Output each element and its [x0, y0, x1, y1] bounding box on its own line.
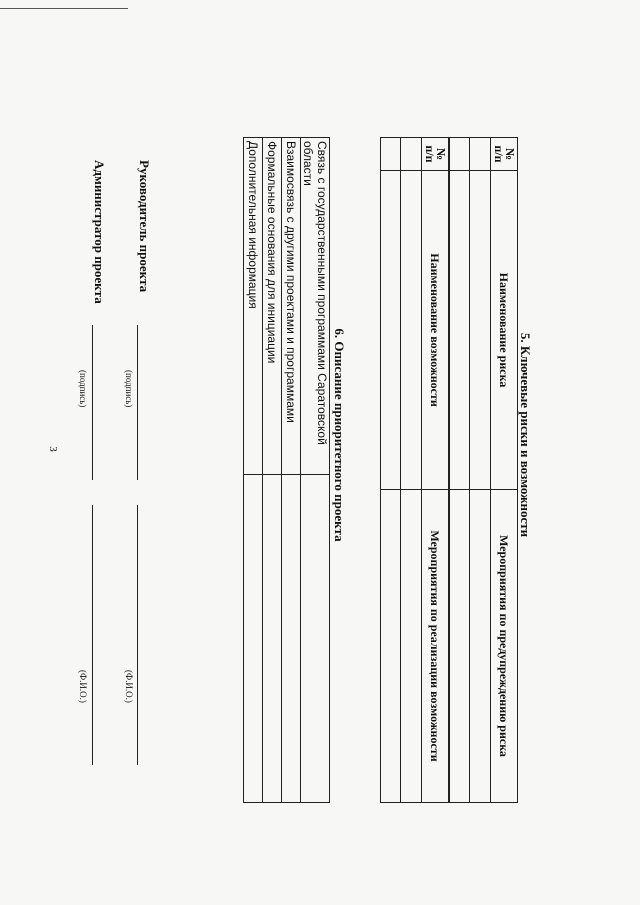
description-row-label: Взаимосвязь с другими проектами и программами [282, 138, 301, 475]
opportunities-cell[interactable] [381, 490, 401, 803]
page-number: 3 [46, 446, 59, 452]
manager-signature-caption: (подпись) [124, 370, 134, 408]
opportunities-cell[interactable] [401, 490, 421, 803]
opportunities-cell[interactable] [381, 138, 401, 171]
admin-name-caption: (Ф.И.О.) [78, 670, 88, 703]
opportunities-cell[interactable] [401, 138, 421, 171]
risks-cell[interactable] [470, 171, 490, 490]
admin-signature-line[interactable] [92, 325, 93, 480]
admin-signature-caption: (подпись) [78, 370, 88, 408]
risks-cell[interactable] [470, 138, 490, 171]
description-row-value[interactable] [244, 475, 263, 803]
risks-cell[interactable] [470, 490, 490, 803]
opportunities-col-num: № п/п [421, 138, 448, 171]
manager-name-line[interactable] [137, 505, 138, 765]
admin-name-line[interactable] [92, 505, 93, 765]
risks-col-name: Наименование риска [490, 171, 517, 490]
description-row-label: Дополнительная информация [244, 138, 263, 475]
risks-col-measures: Мероприятия по предупреждению риска [490, 490, 517, 803]
risks-cell[interactable] [450, 138, 470, 171]
section5-title: 5. Ключевые риски и возможности [518, 332, 533, 538]
admin-label: Администратор проекта [92, 160, 107, 304]
description-table [243, 137, 330, 803]
risks-cell[interactable] [450, 490, 470, 803]
opportunities-cell[interactable] [381, 171, 401, 490]
opportunities-cell[interactable] [401, 171, 421, 490]
description-row-value[interactable] [301, 475, 330, 803]
description-row-label: Формальные основания для инициации [263, 138, 282, 475]
risks-col-num: № п/п [490, 138, 517, 171]
manager-name-caption: (Ф.И.О.) [124, 670, 134, 703]
opportunities-col-name: Наименование возможности [421, 171, 448, 490]
manager-signature-line[interactable] [137, 325, 138, 480]
description-row-label: Связь с государственными программами Саратовской области [301, 138, 330, 475]
description-row-value[interactable] [263, 475, 282, 803]
description-row-value[interactable] [282, 475, 301, 803]
section6-title: 6. Описание приоритетного проекта [332, 328, 347, 542]
opportunities-col-measures: Мероприятия по реализации возможности [421, 490, 448, 803]
opportunities-table [380, 137, 449, 803]
rotated-page-content [10, 25, 540, 865]
risks-cell[interactable] [450, 171, 470, 490]
top-edge-line [0, 8, 128, 9]
risks-table [449, 137, 518, 803]
manager-label: Руководитель проекта [137, 160, 152, 293]
